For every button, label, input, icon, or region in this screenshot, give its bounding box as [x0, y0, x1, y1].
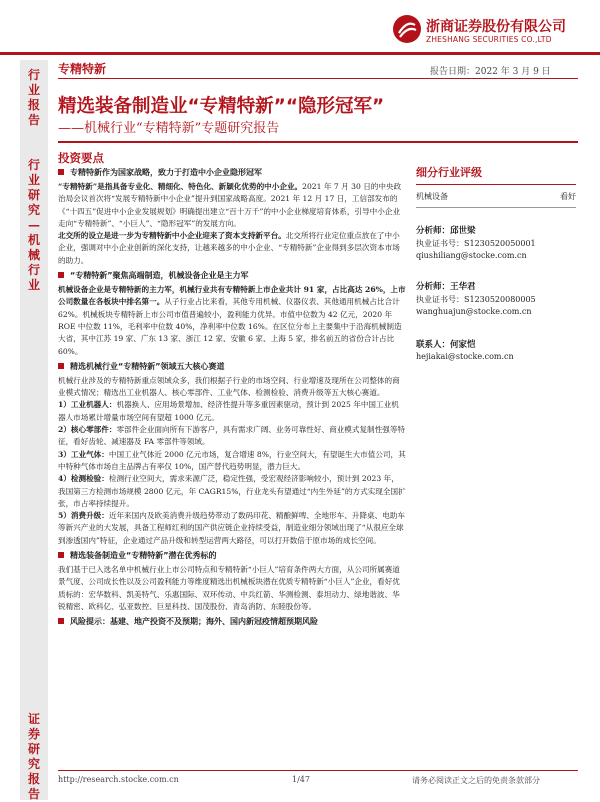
track-item: 4）检测检验：检测行业空间大，需求来源广泛，稳定性强，受宏观经济影响较小，预计到 2023 年，我国第三方检测市场规模 2800 亿元，年 CAGR15%，行业龙头有望通过“内生外延”的方式实现全国扩张，市占率持续提升。 — [58, 474, 406, 508]
paragraph: 北交所的设立是进一步为专精特新中小企业迎来了资本支持新平台。北交所将行业定位重点放在了中小企业，强调对中小企业创新的深化支持，让越来越多的中小企业、“专精特新”企业得到多层次资本市场的助力。 — [58, 231, 400, 265]
bullet-square-icon — [58, 618, 64, 624]
analyst-name: 分析师：王华君 — [416, 282, 476, 292]
track-item: 2）核心零部件：零部件企业面向所有下游客户，具有需求广阔、业务可靠性好、商业模式复制性强等特征，看好齿轮、减速器及 FA 零部件等领域。 — [58, 425, 406, 447]
rating-divider — [416, 184, 576, 185]
analyst-email[interactable]: qiushiliang@stocke.com.cn — [416, 251, 527, 260]
sidebar-middle-label: 行业研究—机械行业 — [27, 158, 40, 292]
company-name-cn: 浙商证券股份有限公司 — [426, 19, 566, 35]
bullet-item: 专精特新作为国家战略，致力于打造中小企业隐形冠军 — [58, 166, 406, 179]
contact-email[interactable]: hejiakai@stocke.com.cn — [416, 352, 514, 361]
paragraph: “专精特新”是指具备专业化、精细化、特色化、新颖化优势的中小企业。2021 年 7 月 30 日的中央政治局会议首次将“发展专精特新中小企业”提升到国家战略高度。2021 年 12 月 17 日，工信部发布的《“十四五”促进中小企业发展规划》明确提出建立“百十万千”的中小企业梯度培育体系，引导中小企业走向“专精特新”、“小巨人”、“隐形冠军”的发展方向。 — [58, 182, 402, 228]
rating-value: 看好 — [560, 192, 576, 201]
page-number: 1/47 — [292, 775, 310, 784]
report-date: 报告日期：2022 年 3 月 9 日 — [430, 67, 551, 77]
title-divider — [58, 141, 578, 143]
company-logo — [392, 12, 592, 52]
header-divider — [0, 52, 600, 55]
bullet-item: “专精特新”聚焦高端制造，机械设备企业是主力军 — [58, 269, 406, 282]
paragraph: 我们基于已入选名单中机械行业上市公司特点和专精特新“小巨人”培育条件两大方面，从公司所属赛道景气度、公司成长性以及公司盈利能力等维度精选出机械板块潜在优质专精特新“小巨人”企业，看好优质标的：宏华数科、凯美特气、乐惠国际、双环传动、中兵红箭、华测检测、泰坦动力、绿地谐波、华锐精密、欧科亿、弘亚数控、巨星科技、国茂股份、青岛消防、东睦股份等。 — [58, 565, 400, 611]
rating-underline — [416, 207, 576, 208]
bullet-item: 精选机械行业“专精特新”领域五大核心赛道 — [58, 360, 406, 373]
track-item: 3）工业气体：中国工业气体近 2000 亿元市场，复合增速 8%，行业空间大，有望诞生大市值公司，其中特种气体市场自主品牌占有率仅 10%，国产替代趋势明显，潜力巨大。 — [58, 449, 406, 471]
bullet-square-icon — [58, 272, 64, 278]
bullet-item: 精选装备制造业“专精特新”潜在优秀标的 — [58, 549, 406, 562]
rating-block — [416, 164, 576, 208]
bullet-square-icon — [58, 169, 64, 175]
sidebar-bottom-label: 证券研究报告 — [27, 712, 40, 801]
paragraph: 机械行业涉及的专精特新重点领域众多，我们根据子行业的市场空间、行业增速及现所在公司整体的商业模式情况；精选出工业机器人、核心零部件、工业气体、检测检验、消费升级等五大核心赛道。 — [58, 375, 400, 398]
analyst-block — [416, 224, 576, 260]
tag-divider — [58, 78, 578, 79]
invest-heading: 投资要点 — [58, 151, 104, 165]
report-title: 精选装备制造业“专精特新”“隐形冠军” — [58, 96, 385, 117]
track-item: 5）消费升级：近年来国内及欧美消费升级趋势带动了数码印花、精酿鲜啤、全地形车、升降桌、电助车等新兴产业的大发展，具备工程师红利的国产供应链企业持续受益，制造业细分领域出现了“从很应全球到渗透国内”特征，企业通过产品升级和转型运营两大路径，可以打开数倍于原市场的成长空间。 — [58, 511, 406, 545]
contact-block — [416, 338, 576, 361]
contact-name: 联系人：何家恺 — [416, 340, 476, 350]
analyst-name: 分析师：邱世梁 — [416, 226, 476, 236]
bullet-item: 风险提示：基建、地产投资不及预期；海外、国内新冠疫情超预期风险 — [58, 615, 406, 628]
section-tag: 专精特新 — [58, 62, 107, 76]
rating-row — [416, 191, 576, 202]
paragraph: 机械设备企业是专精特新的主力军，机械行业共有专精特新上市企业共计 91 家，占比高达 26%，上市公司数量在各板块中排名第一。从子行业占比来看，其他专用机械、仪器仪表、其他通用机械占比合计 62%。机械板块专精特新上市公司市值普遍较小，盈利能力优异。市值中位数为 42 亿元，2020 年 ROE 中位数 11%，毛利率中位数 40%，净利率中位数 16%。在区位分布上主要集中于沿海机械制造大省，其中江苏 19 家、广东 13 家、浙江 12 家、安徽 6 家、上海 5 家，排名前五的省份合计占比 60%。 — [58, 285, 406, 356]
track-item: 1）工业机器人：机器换人、应用场景增加、经济性提升等多重因素驱动，预计到 2025 年中国工业机器人市场累计增量市场空间有望超 1000 亿元。 — [58, 400, 399, 422]
analyst-block — [416, 280, 576, 316]
analyst-license: 执业证书号：S1230520080005 — [416, 295, 536, 304]
footer-url[interactable]: http://research.stocke.com.cn — [58, 775, 179, 784]
bullet-square-icon — [58, 552, 64, 558]
company-name-en: ZHESHANG SECURITIES CO.,LTD — [426, 35, 552, 44]
sidebar-top-label: 行业报告 — [27, 68, 40, 127]
analyst-license: 执业证书号：S1230520050001 — [416, 239, 536, 248]
disclaimer-note: 请务必阅读正文之后的免责条款部分 — [412, 776, 540, 785]
rating-heading: 细分行业评级 — [416, 166, 482, 179]
rating-industry: 机械设备 — [416, 192, 448, 201]
footer-divider — [58, 770, 578, 771]
company-logo-icon — [392, 14, 422, 44]
analyst-email[interactable]: wanghuajun@stocke.com.cn — [416, 307, 532, 316]
report-subtitle: ——机械行业“专精特新”专题研究报告 — [58, 121, 280, 136]
invest-body — [58, 164, 406, 630]
bullet-square-icon — [58, 363, 64, 369]
